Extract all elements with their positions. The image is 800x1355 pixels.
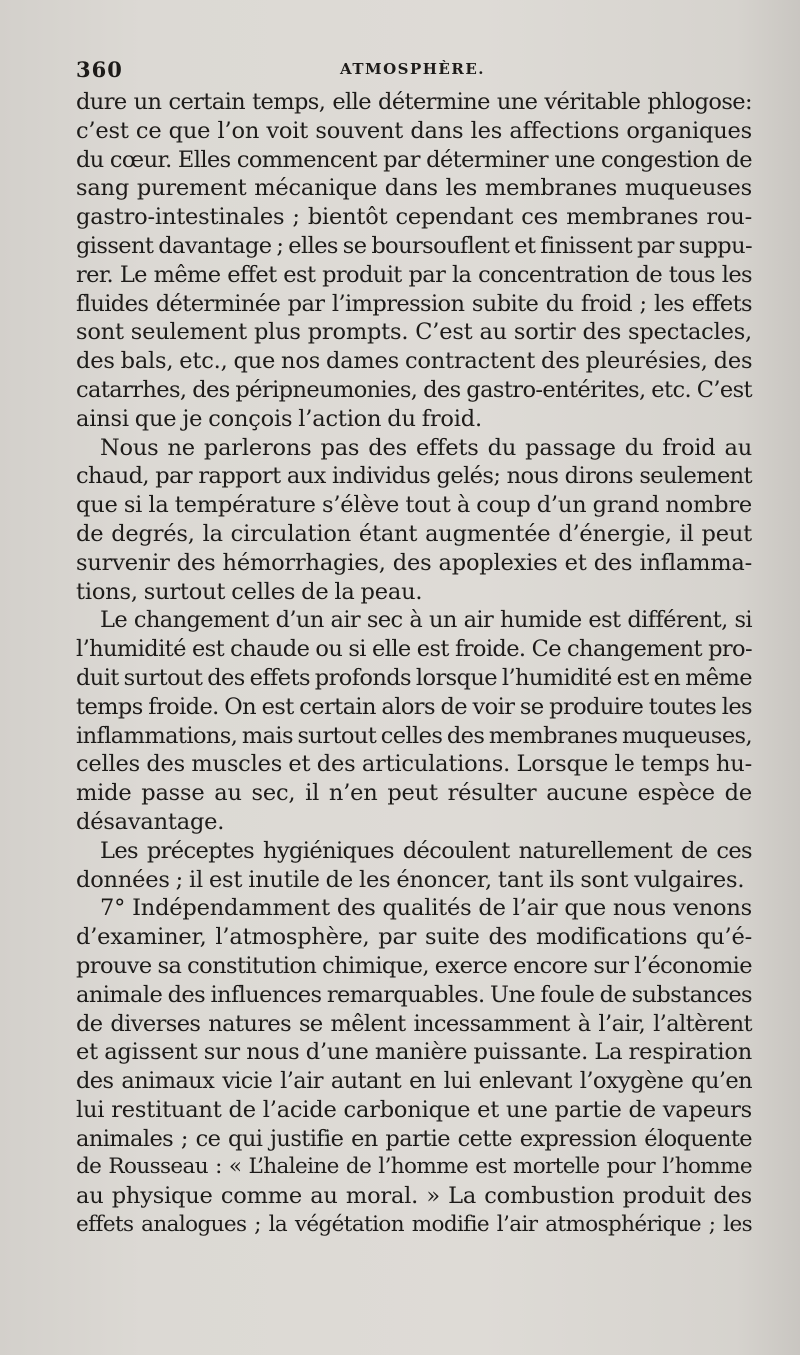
text-line: Le changement d’un air sec à un air humide est différent, si — [100, 607, 752, 634]
text-line: sont seulement plus prompts. C’est au sortir des spectacles, — [76, 319, 752, 346]
page-number: 360 — [76, 57, 123, 82]
text-line: de degrés, la circulation étant augmentée d’énergie, il peut — [76, 520, 752, 547]
body-text — [76, 88, 752, 1240]
text-line: Nous ne parlerons pas des effets du passage du froid au — [100, 434, 752, 461]
text-line: de Rousseau : « L’haleine de l’homme est mortelle pour l’homme — [76, 1154, 752, 1180]
running-head — [76, 57, 752, 87]
running-title: ATMOSPHÈRE. — [340, 60, 485, 78]
text-line: données ; il est inutile de les énoncer, tant ils sont vulgaires. — [76, 866, 745, 893]
text-line: rer. Le même effet est produit par la concentration de tous les — [76, 261, 752, 288]
text-line: animale des influences remarquables. Une foule de substances — [76, 981, 752, 1008]
text-line: des animaux vicie l’air autant en lui enlevant l’oxygène qu’en — [76, 1068, 752, 1095]
text-line: animales ; ce qui justifie en partie cette expression éloquente — [76, 1125, 752, 1152]
text-line: des bals, etc., que nos dames contractent des pleurésies, des — [76, 348, 753, 375]
text-line: de diverses natures se mêlent incessamment à l’air, l’altèrent — [76, 1010, 752, 1037]
text-line: chaud, par rapport aux individus gelés; nous dirons seulement — [76, 463, 752, 490]
text-line: au physique comme au moral. » La combustion produit des — [76, 1183, 752, 1210]
text-line: l’humidité est chaude ou si elle est froide. Ce changement pro- — [76, 636, 752, 663]
text-line: lui restituant de l’acide carbonique et une partie de vapeurs — [76, 1096, 752, 1123]
text-line: que si la température s’élève tout à coup d’un grand nombre — [76, 492, 752, 519]
text-line: gissent davantage ; elles se boursouflent et finissent par suppu- — [76, 232, 752, 259]
text-line: fluides déterminée par l’impression subite du froid ; les effets — [76, 290, 752, 317]
text-line: catarrhes, des péripneumonies, des gastro-entérites, etc. C’est — [76, 376, 752, 403]
text-line: Les préceptes hygiéniques découlent naturellement de ces — [100, 837, 752, 864]
text-line: gastro-intestinales ; bientôt cependant ces membranes rou- — [76, 204, 752, 231]
text-line: survenir des hémorrhagies, des apoplexies et des inflamma- — [76, 549, 752, 576]
text-line: ainsi que je conçois l’action du froid. — [76, 405, 482, 432]
text-line: effets analogues ; la végétation modifie l’air atmosphérique ; les — [76, 1212, 752, 1238]
text-line: sang purement mécanique dans les membranes muqueuses — [76, 175, 752, 202]
text-line: tions, surtout celles de la peau. — [76, 578, 423, 605]
text-line: inflammations, mais surtout celles des membranes muqueuses, — [76, 722, 753, 749]
text-line: dure un certain temps, elle détermine une véritable phlogose: — [76, 89, 752, 115]
text-line: 7° Indépendamment des qualités de l’air que nous venons — [100, 895, 752, 922]
text-line: duit surtout des effets profonds lorsque l’humidité est en même — [76, 664, 752, 691]
text-line: du cœur. Elles commencent par déterminer une congestion de — [76, 146, 752, 173]
text-line: et agissent sur nous d’une manière puissante. La respiration — [76, 1039, 752, 1066]
text-line: celles des muscles et des articulations. Lorsque le temps hu- — [76, 751, 752, 778]
text-line: c’est ce que l’on voit souvent dans les affections organiques — [76, 117, 752, 144]
text-line: désavantage. — [76, 808, 225, 835]
text-line: mide passe au sec, il n’en peut résulter aucune espèce de — [76, 780, 752, 807]
text-line: temps froide. On est certain alors de voir se produire toutes les — [76, 693, 752, 720]
text-line: d’examiner, l’atmosphère, par suite des modifications qu’é- — [76, 924, 752, 951]
text-line: prouve sa constitution chimique, exerce encore sur l’économie — [76, 952, 752, 979]
